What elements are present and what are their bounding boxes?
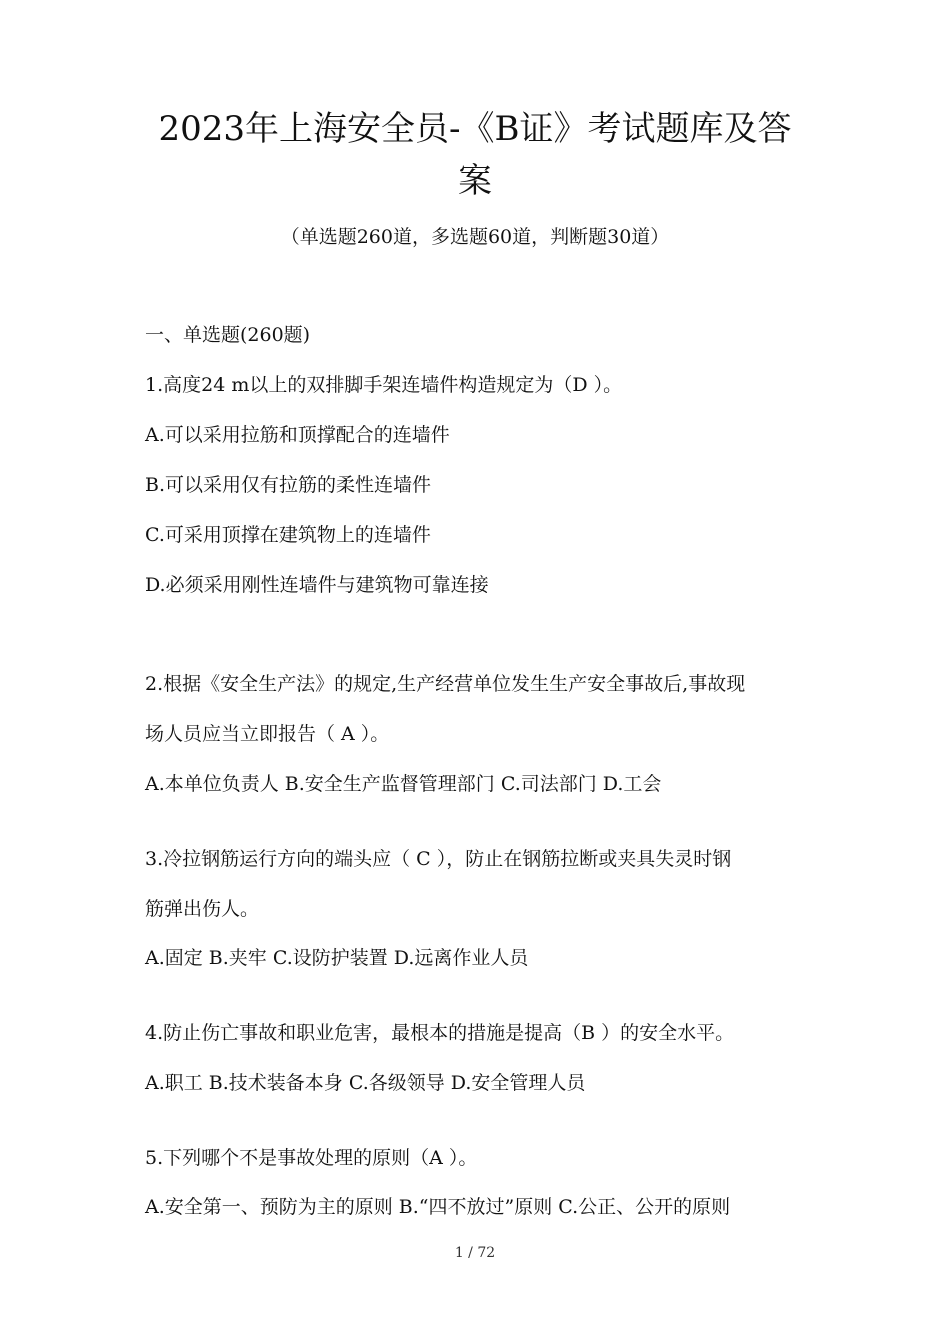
question-1-stem: 1.高度24 m以上的双排脚手架连墙件构造规定为（D ）。	[145, 374, 623, 396]
question-2-stem-line-1: 2.根据《安全生产法》的规定,生产经营单位发生生产安全事故后,事故现	[145, 673, 746, 695]
question-4-stem: 4.防止伤亡事故和职业危害，最根本的措施是提高（B ）的安全水平。	[145, 1022, 735, 1044]
document-title-line-1: 2023年上海安全员-《B证》考试题库及答	[158, 109, 792, 149]
question-3-options: A.固定 B.夹牢 C.设防护装置 D.远离作业人员	[145, 947, 529, 969]
page-number: 1 / 72	[454, 1245, 496, 1261]
question-3-stem-line-1: 3.冷拉钢筋运行方向的端头应（ C ），防止在钢筋拉断或夹具失灵时钢	[145, 848, 732, 870]
question-1-option-d: D.必须采用刚性连墙件与建筑物可靠连接	[145, 574, 489, 596]
document-title-line-2: 案	[458, 161, 492, 201]
question-3-stem-line-2: 筋弹出伤人。	[145, 898, 260, 920]
question-2-options: A.本单位负责人 B.安全生产监督管理部门 C.司法部门 D.工会	[145, 773, 662, 795]
question-1-option-b: B.可以采用仅有拉筋的柔性连墙件	[145, 474, 432, 496]
question-5-options: A.安全第一、预防为主的原则 B.“四不放过”原则 C.公正、公开的原则	[145, 1196, 731, 1218]
question-1-option-c: C.可采用顶撑在建筑物上的连墙件	[145, 524, 431, 546]
question-5-stem: 5.下列哪个不是事故处理的原则（A ）。	[145, 1147, 478, 1169]
question-1-option-a: A.可以采用拉筋和顶撑配合的连墙件	[145, 424, 450, 446]
question-2-stem-line-2: 场人员应当立即报告（ A ）。	[145, 723, 390, 745]
section-heading: 一、单选题(260题)	[145, 324, 311, 346]
document-subtitle: （单选题260道，多选题60道，判断题30道）	[280, 226, 670, 248]
question-4-options: A.职工 B.技术装备本身 C.各级领导 D.安全管理人员	[145, 1072, 586, 1094]
